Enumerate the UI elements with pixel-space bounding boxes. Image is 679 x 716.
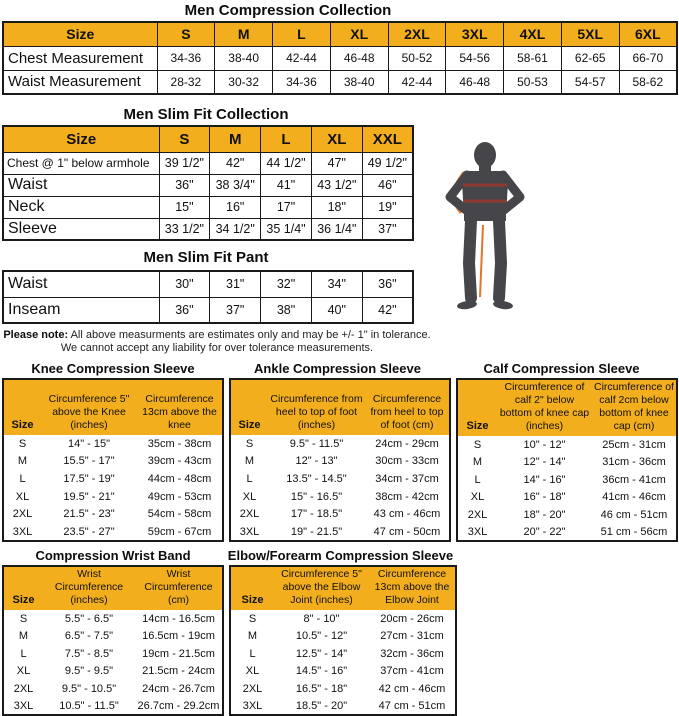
table-row <box>3 680 223 698</box>
slim-fit-pant-title: Men Slim Fit Pant <box>143 249 269 266</box>
ankle-sleeve-table <box>229 378 451 542</box>
value-cell: 12" - 14" <box>523 456 566 469</box>
size-cell: 2XL <box>239 508 260 521</box>
men-compression-table <box>2 21 678 95</box>
figure-silhouette <box>440 133 530 319</box>
table-row <box>457 489 677 507</box>
column-header: 5XL <box>561 22 619 46</box>
value-cell: 43 1/2" <box>311 174 362 196</box>
column-header: Circumference 5" above the Elbow Joint (inches) <box>274 566 369 610</box>
size-cell: M <box>244 455 255 468</box>
size-chart-page <box>0 2 679 712</box>
value-cell: 10.5" - 11.5" <box>59 699 119 712</box>
value-cell: 20cm - 26cm <box>380 612 444 625</box>
table-row <box>230 698 456 716</box>
table-row <box>230 435 450 453</box>
value-cell: 46" <box>362 174 413 196</box>
value-cell: 35 1/4" <box>261 218 312 240</box>
table-row <box>457 506 677 524</box>
column-header: XXL <box>362 126 413 152</box>
value-cell: 42 cm - 46cm <box>378 682 446 695</box>
table-row <box>230 663 456 681</box>
value-cell: 16" - 18" <box>523 491 566 504</box>
column-header: M <box>210 126 261 152</box>
row-label: Waist <box>3 271 159 297</box>
size-cell: L <box>474 473 481 486</box>
table-row <box>3 628 223 646</box>
value-cell: 42" <box>210 152 261 174</box>
value-cell: 6.5" - 7.5" <box>64 630 114 643</box>
table-row <box>3 218 413 240</box>
column-header-size: Size <box>457 379 497 436</box>
size-cell: M <box>17 455 28 468</box>
value-cell: 31cm - 36cm <box>602 456 666 469</box>
value-cell: 38" <box>261 297 312 323</box>
male-figure-illustration <box>440 133 530 319</box>
value-cell: 40" <box>311 297 362 323</box>
value-cell: 54cm - 58cm <box>147 508 212 521</box>
value-cell: 46-48 <box>446 70 504 94</box>
header-row <box>3 379 223 435</box>
value-cell: 34-36 <box>157 46 215 70</box>
value-cell: 35cm - 38cm <box>147 437 212 450</box>
column-header-size: Size <box>230 566 274 610</box>
value-cell: 47 cm - 51cm <box>378 699 446 712</box>
column-header: Circumference from heel to top of foot (cm) <box>365 379 450 435</box>
table-row <box>230 680 456 698</box>
value-cell: 21.5" - 23" <box>63 508 115 521</box>
table-row <box>457 436 677 454</box>
value-cell: 18" - 20" <box>523 508 566 521</box>
slim-fit-table <box>2 125 414 241</box>
header-row <box>457 379 677 436</box>
column-header: Circumference of calf 2" below bottom of knee cap (inches) <box>497 379 592 436</box>
value-cell: 39cm - 43cm <box>147 455 212 468</box>
table-row <box>230 506 450 524</box>
value-cell: 41cm - 46cm <box>602 491 666 504</box>
value-cell: 36cm - 41cm <box>602 473 666 486</box>
value-cell: 19" <box>362 196 413 218</box>
value-cell: 9.5" - 11.5" <box>289 437 344 450</box>
row-label: Inseam <box>3 297 159 323</box>
value-cell: 32cm - 36cm <box>380 647 444 660</box>
table-row <box>230 470 450 488</box>
wrist-band-table <box>2 565 224 716</box>
size-cell: S <box>248 612 257 625</box>
column-header: Circumference 5" above the Knee (inches) <box>41 379 137 435</box>
value-cell: 10" - 12" <box>523 438 566 451</box>
value-cell: 51 cm - 56cm <box>600 525 668 538</box>
table-row <box>457 471 677 489</box>
column-header-size: Size <box>3 566 43 610</box>
size-cell: XL <box>242 490 257 503</box>
value-cell: 23.5" - 27" <box>63 525 115 538</box>
column-header: Circumference of calf 2cm below bottom of knee cap (cm) <box>592 379 677 436</box>
size-cell: 3XL <box>467 525 488 538</box>
value-cell: 8" - 10" <box>303 612 340 625</box>
table-row <box>457 454 677 472</box>
value-cell: 16" <box>210 196 261 218</box>
value-cell: 14cm - 16.5cm <box>142 612 215 625</box>
value-cell: 58-62 <box>619 70 677 94</box>
size-cell: XL <box>245 665 260 678</box>
value-cell: 37cm - 41cm <box>380 665 444 678</box>
size-cell: L <box>19 473 26 486</box>
slim-fit-pant-table <box>2 270 414 324</box>
value-cell: 30cm - 33cm <box>375 455 439 468</box>
value-cell: 27cm - 31cm <box>380 630 444 643</box>
table-row <box>3 698 223 716</box>
size-cell: L <box>249 647 256 660</box>
value-cell: 30-32 <box>215 70 273 94</box>
value-cell: 14" - 15" <box>67 437 111 450</box>
size-cell: S <box>19 612 28 625</box>
value-cell: 47 cm - 50cm <box>373 525 441 538</box>
size-cell: 2XL <box>12 508 33 521</box>
slim-fit-title: Men Slim Fit Collection <box>123 106 289 123</box>
value-cell: 36 1/4" <box>311 218 362 240</box>
value-cell: 41" <box>261 174 312 196</box>
value-cell: 38 3/4" <box>210 174 261 196</box>
column-header: S <box>159 126 210 152</box>
wrist-band-title: Compression Wrist Band <box>35 548 191 563</box>
table-row <box>3 435 223 453</box>
size-cell: 3XL <box>239 525 260 538</box>
table-row <box>3 488 223 506</box>
tolerance-note-line1 <box>0 329 434 342</box>
column-header: L <box>273 22 331 46</box>
note-label: Please note: <box>3 329 69 341</box>
value-cell: 38cm - 42cm <box>375 490 439 503</box>
header-row <box>230 566 456 610</box>
size-cell: M <box>18 630 29 643</box>
men-compression-title: Men Compression Collection <box>184 2 392 19</box>
value-cell: 18" <box>311 196 362 218</box>
value-cell: 34 1/2" <box>210 218 261 240</box>
value-cell: 42" <box>362 297 413 323</box>
value-cell: 37" <box>210 297 261 323</box>
header-row <box>230 379 450 435</box>
column-header-size: Size <box>230 379 268 435</box>
column-header-size: Size <box>3 379 41 435</box>
note-text: All above measurments are estimates only and may be +/- 1" in tolerance. <box>68 329 431 341</box>
size-cell: XL <box>15 490 30 503</box>
value-cell: 21.5cm - 24cm <box>142 665 215 678</box>
value-cell: 7.5" - 8.5" <box>64 647 114 660</box>
table-row <box>230 645 456 663</box>
value-cell: 25cm - 31cm <box>602 438 666 451</box>
value-cell: 14" - 16" <box>523 473 566 486</box>
value-cell: 16.5" - 18" <box>295 682 348 695</box>
size-cell: XL <box>16 665 31 678</box>
size-cell: S <box>473 438 482 451</box>
row-label: Chest Measurement <box>3 46 157 70</box>
tolerance-note-line2: We cannot accept any liability for over tolerance measurements. <box>60 342 374 354</box>
column-header: Circumference from heel to top of foot (inches) <box>268 379 365 435</box>
value-cell: 26.7cm - 29.2cm <box>137 699 220 712</box>
size-cell: 3XL <box>242 699 263 712</box>
table-row <box>3 46 677 70</box>
calf-sleeve-table <box>456 378 678 542</box>
table-row <box>3 470 223 488</box>
value-cell: 58-61 <box>504 46 562 70</box>
value-cell: 39 1/2" <box>159 152 210 174</box>
row-label: Waist Measurement <box>3 70 157 94</box>
column-header: 3XL <box>446 22 504 46</box>
value-cell: 9.5" - 9.5" <box>64 665 114 678</box>
value-cell: 38-40 <box>330 70 388 94</box>
value-cell: 42-44 <box>388 70 446 94</box>
value-cell: 17.5" - 19" <box>63 473 115 486</box>
value-cell: 33 1/2" <box>159 218 210 240</box>
table-row <box>3 70 677 94</box>
value-cell: 15" - 16.5" <box>290 490 343 503</box>
knee-sleeve-table <box>2 378 224 542</box>
size-cell: S <box>245 437 254 450</box>
table-row <box>3 663 223 681</box>
value-cell: 49 1/2" <box>362 152 413 174</box>
value-cell: 50-52 <box>388 46 446 70</box>
inseam-accent-line <box>480 225 483 297</box>
column-header: Circumference 13cm above the Elbow Joint <box>369 566 456 610</box>
value-cell: 28-32 <box>157 70 215 94</box>
table-row <box>3 523 223 541</box>
elbow-sleeve-title: Elbow/Forearm Compression Sleeve <box>227 548 454 563</box>
table-row <box>457 524 677 542</box>
value-cell: 19cm - 21.5cm <box>142 647 215 660</box>
value-cell: 15.5" - 17" <box>63 455 115 468</box>
value-cell: 44 1/2" <box>261 152 312 174</box>
value-cell: 42-44 <box>273 46 331 70</box>
value-cell: 19.5" - 21" <box>63 490 115 503</box>
value-cell: 62-65 <box>561 46 619 70</box>
value-cell: 34cm - 37cm <box>375 473 439 486</box>
elbow-sleeve-table <box>229 565 457 716</box>
table-row <box>3 645 223 663</box>
value-cell: 44cm - 48cm <box>147 473 212 486</box>
table-row <box>3 196 413 218</box>
calf-sleeve-title: Calf Compression Sleeve <box>483 361 640 376</box>
size-cell: L <box>246 473 253 486</box>
value-cell: 59cm - 67cm <box>147 525 212 538</box>
value-cell: 38-40 <box>215 46 273 70</box>
table-row <box>3 152 413 174</box>
header-row <box>3 22 677 46</box>
value-cell: 16.5cm - 19cm <box>142 630 215 643</box>
value-cell: 36" <box>159 174 210 196</box>
value-cell: 36" <box>159 297 210 323</box>
size-cell: 2XL <box>242 682 263 695</box>
value-cell: 24cm - 29cm <box>375 437 439 450</box>
column-header: XL <box>330 22 388 46</box>
header-row <box>3 126 413 152</box>
row-label: Chest @ 1" below armhole <box>3 152 159 174</box>
table-row <box>230 523 450 541</box>
table-row <box>230 628 456 646</box>
knee-sleeve-title: Knee Compression Sleeve <box>31 361 195 376</box>
row-label: Neck <box>3 196 159 218</box>
size-cell: XL <box>470 491 485 504</box>
column-header: Wrist Circumference (cm) <box>135 566 223 610</box>
column-header: Wrist Circumference (inches) <box>43 566 135 610</box>
value-cell: 24cm - 26.7cm <box>142 682 215 695</box>
value-cell: 49cm - 53cm <box>147 490 212 503</box>
table-row <box>230 453 450 471</box>
value-cell: 17" <box>261 196 312 218</box>
size-cell: 3XL <box>13 699 34 712</box>
column-header: Circumference 13cm above the knee <box>137 379 223 435</box>
size-cell: 3XL <box>12 525 33 538</box>
column-header: XL <box>311 126 362 152</box>
value-cell: 30" <box>159 271 210 297</box>
tolerance-note <box>0 329 434 355</box>
ankle-sleeve-title: Ankle Compression Sleeve <box>254 361 421 376</box>
value-cell: 15" <box>159 196 210 218</box>
table-row <box>3 297 413 323</box>
table-row <box>3 174 413 196</box>
row-label: Waist <box>3 174 159 196</box>
value-cell: 66-70 <box>619 46 677 70</box>
value-cell: 5.5" - 6.5" <box>64 612 114 625</box>
row-label: Sleeve <box>3 218 159 240</box>
column-header: 2XL <box>388 22 446 46</box>
value-cell: 46 cm - 51cm <box>600 508 668 521</box>
size-cell: L <box>20 647 27 660</box>
size-cell: 2XL <box>467 508 488 521</box>
table-row <box>3 271 413 297</box>
value-cell: 31" <box>210 271 261 297</box>
figure-left-leg <box>469 221 471 298</box>
size-cell: 2XL <box>13 682 34 695</box>
table-row <box>3 506 223 524</box>
figure-right-leg <box>499 221 501 298</box>
value-cell: 34" <box>311 271 362 297</box>
column-header: L <box>261 126 312 152</box>
value-cell: 19" - 21.5" <box>290 525 343 538</box>
value-cell: 54-56 <box>446 46 504 70</box>
value-cell: 13.5" - 14.5" <box>286 473 347 486</box>
table-row <box>3 610 223 628</box>
value-cell: 12" - 13" <box>295 455 338 468</box>
value-cell: 18.5" - 20" <box>295 699 348 712</box>
value-cell: 12.5" - 14" <box>295 647 348 660</box>
column-header-size: Size <box>3 22 157 46</box>
value-cell: 47" <box>311 152 362 174</box>
value-cell: 20" - 22" <box>523 525 566 538</box>
value-cell: 43 cm - 46cm <box>373 508 441 521</box>
value-cell: 10.5" - 12" <box>295 630 348 643</box>
column-header: 4XL <box>504 22 562 46</box>
size-cell: S <box>18 437 27 450</box>
value-cell: 46-48 <box>330 46 388 70</box>
column-header: M <box>215 22 273 46</box>
value-cell: 17" - 18.5" <box>290 508 343 521</box>
value-cell: 34-36 <box>273 70 331 94</box>
column-header: 6XL <box>619 22 677 46</box>
table-row <box>230 610 456 628</box>
header-row <box>3 566 223 610</box>
value-cell: 37" <box>362 218 413 240</box>
value-cell: 54-57 <box>561 70 619 94</box>
value-cell: 9.5" - 10.5" <box>61 682 117 695</box>
value-cell: 14.5" - 16" <box>295 665 348 678</box>
column-header-size: Size <box>3 126 159 152</box>
size-cell: M <box>472 456 483 469</box>
size-cell: M <box>247 630 258 643</box>
value-cell: 36" <box>362 271 413 297</box>
column-header: S <box>157 22 215 46</box>
value-cell: 50-53 <box>504 70 562 94</box>
table-row <box>3 453 223 471</box>
value-cell: 32" <box>261 271 312 297</box>
table-row <box>230 488 450 506</box>
